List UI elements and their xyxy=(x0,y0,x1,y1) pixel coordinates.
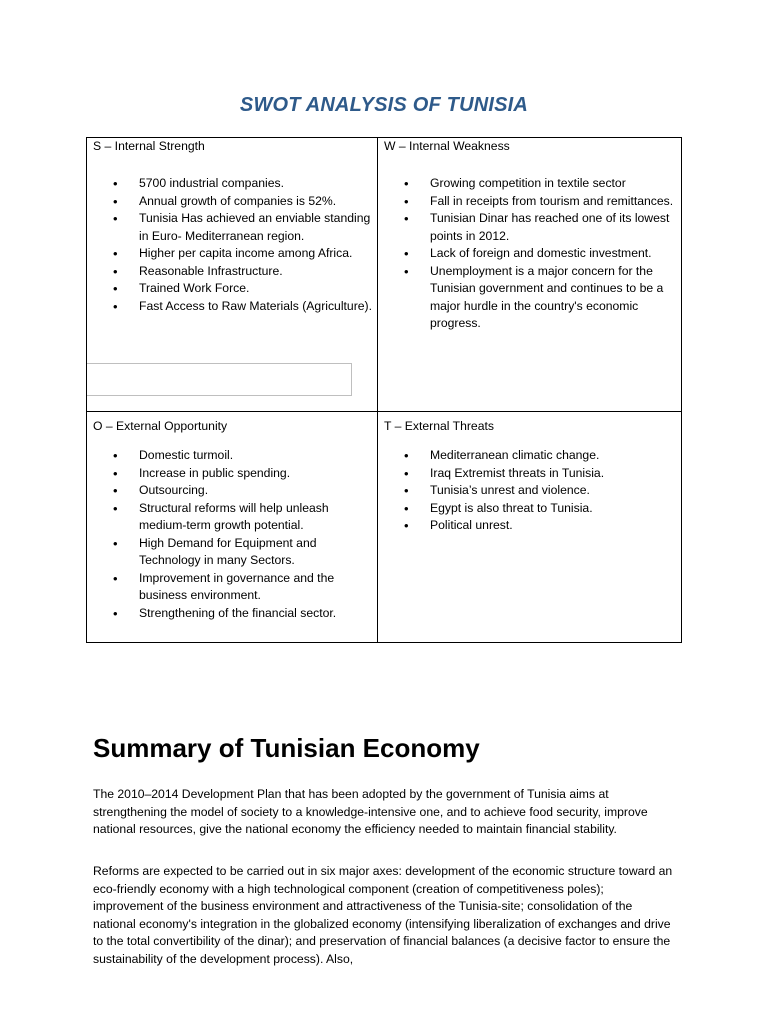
list-item: • Reasonable Infrastructure. xyxy=(87,263,378,281)
swot-title: SWOT ANALYSIS OF TUNISIA xyxy=(239,94,529,116)
strength-heading: S – Internal Strength xyxy=(93,139,205,153)
list-item: • Improvement in governance and the business environment. xyxy=(87,570,378,605)
list-item: • Unemployment is a major concern for the Tunisian government and continues to be a major hurdle in the country's economic progress. xyxy=(378,263,678,333)
threats-cell xyxy=(378,412,681,642)
list-item: • Lack of foreign and domestic investment. xyxy=(378,245,678,263)
list-item: • Strengthening of the financial sector. xyxy=(87,605,378,623)
weakness-list xyxy=(378,175,678,333)
list-item: • Higher per capita income among Africa. xyxy=(87,245,378,263)
list-item: • Political unrest. xyxy=(378,517,678,535)
list-item: • Fast Access to Raw Materials (Agriculture). xyxy=(87,298,378,316)
list-item: • Tunisia’s unrest and violence. xyxy=(378,482,678,500)
list-item: • Tunisia Has achieved an enviable standing in Euro- Mediterranean region. xyxy=(87,210,378,245)
list-item: • Structural reforms will help unleash medium-term growth potential. xyxy=(87,500,378,535)
list-item: • Increase in public spending. xyxy=(87,465,378,483)
weakness-heading: W – Internal Weakness xyxy=(384,139,510,153)
list-item: • High Demand for Equipment and Technology in many Sectors. xyxy=(87,535,378,570)
list-item: • Fall in receipts from tourism and remittances. xyxy=(378,193,678,211)
swot-table xyxy=(86,137,682,643)
summary-heading: Summary of Tunisian Economy xyxy=(93,733,480,763)
strength-list xyxy=(87,175,378,315)
list-item: • 5700 industrial companies. xyxy=(87,175,378,193)
list-item: • Iraq Extremist threats in Tunisia. xyxy=(378,465,678,483)
list-item: • Annual growth of companies is 52%. xyxy=(87,193,378,211)
summary-paragraph-2: Reforms are expected to be carried out in six major axes: development of the economic structure toward an eco-friendly economy with a high technological component (creation of competitiveness poles); improvement of the business environment and attractiveness of the Tunisia-site; consolidation of the national economy's integration in the globalized economy (intensifying liberalization of exchanges and drive to the total convertibility of the dinar); and preservation of financial balances (a decisive factor to ensure the sustainability of the development process). Also, xyxy=(93,864,673,966)
summary-paragraph-1: The 2010–2014 Development Plan that has been adopted by the government of Tunisia aims at strengthening the model of society to a knowledge-intensive one, and to achieve food security, improve national resources, give the national economy the efficiency needed to maintain financial stability. xyxy=(93,787,648,836)
empty-text-box xyxy=(87,363,352,396)
opportunity-cell xyxy=(87,412,378,642)
threats-list xyxy=(378,447,678,535)
list-item: • Trained Work Force. xyxy=(87,280,378,298)
opportunity-heading: O – External Opportunity xyxy=(93,419,228,433)
list-item: • Domestic turmoil. xyxy=(87,447,378,465)
weakness-cell xyxy=(378,138,681,412)
list-item: • Mediterranean climatic change. xyxy=(378,447,678,465)
list-item: • Outsourcing. xyxy=(87,482,378,500)
list-item: • Egypt is also threat to Tunisia. xyxy=(378,500,678,518)
list-item: • Growing competition in textile sector xyxy=(378,175,678,193)
threats-heading: T – External Threats xyxy=(384,419,494,433)
strength-cell xyxy=(87,138,378,412)
opportunity-list xyxy=(87,447,378,622)
list-item: • Tunisian Dinar has reached one of its lowest points in 2012. xyxy=(378,210,678,245)
